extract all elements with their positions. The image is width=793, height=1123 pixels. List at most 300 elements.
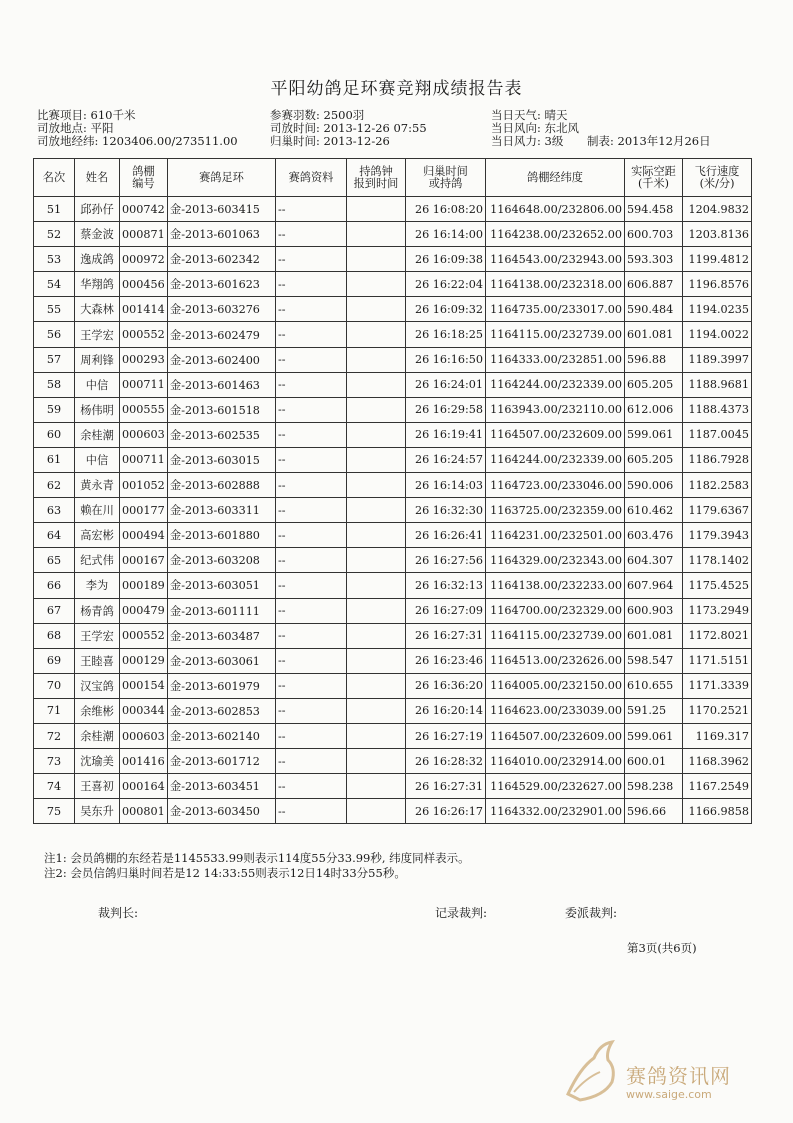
table-cell: 金-2013-602853	[168, 698, 276, 723]
table-cell: 1204.9832	[683, 197, 752, 222]
table-cell: 金-2013-601518	[168, 397, 276, 422]
table-cell: 王学宏	[75, 623, 120, 648]
table-cell: 000479	[120, 598, 168, 623]
table-cell	[347, 247, 406, 272]
table-cell: 000871	[120, 222, 168, 247]
table-cell: 601.081	[625, 623, 683, 648]
table-cell: 1164329.00/232343.00	[486, 548, 625, 573]
table-row	[34, 222, 752, 247]
release-coordinates: 司放地经纬: 1203406.00/273511.00	[37, 134, 238, 148]
table-cell: 金-2013-601979	[168, 673, 276, 698]
table-cell: 26 16:16:50	[406, 347, 486, 372]
table-cell	[347, 573, 406, 598]
table-cell: 1164700.00/232329.00	[486, 598, 625, 623]
table-cell: 000742	[120, 197, 168, 222]
table-cell: --	[276, 698, 347, 723]
table-cell: 67	[34, 598, 75, 623]
release-time: 司放时间: 2013-12-26 07:55	[270, 121, 427, 135]
table-cell: 金-2013-603487	[168, 623, 276, 648]
table-cell: 604.307	[625, 548, 683, 573]
table-cell: 1164244.00/232339.00	[486, 372, 625, 397]
table-cell: 26 16:27:31	[406, 623, 486, 648]
table-header-row	[34, 159, 752, 197]
table-row	[34, 598, 752, 623]
table-cell	[347, 799, 406, 824]
table-cell: 1164543.00/232943.00	[486, 247, 625, 272]
table-cell	[347, 648, 406, 673]
table-cell: --	[276, 197, 347, 222]
table-row	[34, 749, 752, 774]
table-cell: 1178.1402	[683, 548, 752, 573]
table-cell: --	[276, 422, 347, 447]
table-cell: 26 16:19:41	[406, 422, 486, 447]
table-cell: 吴东升	[75, 799, 120, 824]
table-cell	[347, 548, 406, 573]
table-cell	[347, 297, 406, 322]
table-cell: 1203.8136	[683, 222, 752, 247]
column-header: 鸽棚经纬度	[486, 159, 625, 197]
table-row	[34, 397, 752, 422]
table-cell: 600.903	[625, 598, 683, 623]
table-cell: 26 16:29:58	[406, 397, 486, 422]
table-cell: --	[276, 397, 347, 422]
table-cell: 603.476	[625, 523, 683, 548]
table-cell: 杨伟明	[75, 397, 120, 422]
table-row	[34, 297, 752, 322]
table-cell: 1164723.00/233046.00	[486, 473, 625, 498]
table-cell: 26 16:22:04	[406, 272, 486, 297]
table-cell: 72	[34, 723, 75, 748]
table-cell	[347, 272, 406, 297]
table-cell: --	[276, 598, 347, 623]
table-cell: 1168.3962	[683, 749, 752, 774]
table-cell: --	[276, 372, 347, 397]
table-cell: 纪式伟	[75, 548, 120, 573]
table-cell	[347, 197, 406, 222]
table-cell: 1186.7928	[683, 447, 752, 472]
table-cell: 000494	[120, 523, 168, 548]
table-cell: 1170.2521	[683, 698, 752, 723]
table-cell: 26 16:14:03	[406, 473, 486, 498]
table-cell: 54	[34, 272, 75, 297]
table-cell: 1163725.00/232359.00	[486, 498, 625, 523]
table-cell	[347, 422, 406, 447]
table-cell: 1164244.00/232339.00	[486, 447, 625, 472]
table-cell	[347, 347, 406, 372]
table-cell: 26 16:18:25	[406, 322, 486, 347]
table-cell: 601.081	[625, 322, 683, 347]
table-cell: 70	[34, 673, 75, 698]
table-cell: 金-2013-601463	[168, 372, 276, 397]
column-header: 持鸽钟 报到时间	[347, 159, 406, 197]
table-cell: 1175.4525	[683, 573, 752, 598]
table-cell: 1164648.00/232806.00	[486, 197, 625, 222]
entry-count: 参赛羽数: 2500羽	[270, 108, 365, 122]
table-cell: 58	[34, 372, 75, 397]
table-cell: 56	[34, 322, 75, 347]
table-cell: --	[276, 799, 347, 824]
table-cell: 612.006	[625, 397, 683, 422]
table-cell: 598.547	[625, 648, 683, 673]
table-cell: 000552	[120, 322, 168, 347]
table-cell: 610.462	[625, 498, 683, 523]
table-cell: 金-2013-601880	[168, 523, 276, 548]
table-cell	[347, 322, 406, 347]
table-cell: 1187.0045	[683, 422, 752, 447]
table-cell: 1164138.00/232233.00	[486, 573, 625, 598]
column-header: 飞行速度 (米/分)	[683, 159, 752, 197]
table-row	[34, 673, 752, 698]
table-cell: 71	[34, 698, 75, 723]
delegate-label: 委派裁判:	[565, 906, 618, 920]
table-cell: 52	[34, 222, 75, 247]
table-cell: 1173.2949	[683, 598, 752, 623]
table-cell: --	[276, 447, 347, 472]
table-row	[34, 197, 752, 222]
table-cell: 26 16:23:46	[406, 648, 486, 673]
table-cell: 596.66	[625, 799, 683, 824]
table-row	[34, 322, 752, 347]
page-number: 第3页(共6页)	[627, 941, 697, 955]
table-cell: 60	[34, 422, 75, 447]
table-cell: 605.205	[625, 372, 683, 397]
table-cell: 000555	[120, 397, 168, 422]
table-cell: 汉宝鸽	[75, 673, 120, 698]
table-cell: 591.25	[625, 698, 683, 723]
table-cell: 王睦喜	[75, 648, 120, 673]
table-cell: 55	[34, 297, 75, 322]
table-cell: 51	[34, 197, 75, 222]
table-cell: 1164005.00/232150.00	[486, 673, 625, 698]
table-cell: 金-2013-603051	[168, 573, 276, 598]
table-cell: --	[276, 623, 347, 648]
table-cell: 金-2013-602140	[168, 723, 276, 748]
table-cell: 1194.0235	[683, 297, 752, 322]
table-cell: 1164231.00/232501.00	[486, 523, 625, 548]
table-cell: 26 16:36:20	[406, 673, 486, 698]
table-cell: 57	[34, 347, 75, 372]
table-cell: 53	[34, 247, 75, 272]
table-cell	[347, 598, 406, 623]
table-cell	[347, 523, 406, 548]
table-cell: 金-2013-603415	[168, 197, 276, 222]
table-cell: 金-2013-601623	[168, 272, 276, 297]
watermark-brand: 赛鸽资讯网	[626, 1064, 731, 1088]
table-cell: 606.887	[625, 272, 683, 297]
table-cell: --	[276, 247, 347, 272]
table-cell: 中信	[75, 372, 120, 397]
column-header: 实际空距 (千米)	[625, 159, 683, 197]
table-cell: 26 16:27:31	[406, 774, 486, 799]
table-cell: 余桂潮	[75, 422, 120, 447]
table-cell: 000711	[120, 372, 168, 397]
note-1: 注1: 会员鸽棚的东经若是1145533.99则表示114度55分33.99秒, 纬度同样表示。	[44, 851, 470, 865]
table-cell: 1164735.00/233017.00	[486, 297, 625, 322]
column-header: 名次	[34, 159, 75, 197]
table-cell: 周利锋	[75, 347, 120, 372]
table-row	[34, 698, 752, 723]
table-cell: 1182.2583	[683, 473, 752, 498]
table-cell	[347, 623, 406, 648]
table-cell: 1172.8021	[683, 623, 752, 648]
table-cell: 蔡金波	[75, 222, 120, 247]
table-cell: 001414	[120, 297, 168, 322]
table-cell: 金-2013-603061	[168, 648, 276, 673]
pigeon-logo-icon	[560, 1038, 620, 1106]
table-cell: 26 16:26:17	[406, 799, 486, 824]
table-row	[34, 447, 752, 472]
table-cell: 1164623.00/233039.00	[486, 698, 625, 723]
table-cell: 26 16:20:14	[406, 698, 486, 723]
column-header: 鸽棚 编号	[120, 159, 168, 197]
results-table	[33, 158, 752, 824]
table-cell: 1194.0022	[683, 322, 752, 347]
table-cell: --	[276, 297, 347, 322]
table-cell: 金-2013-601111	[168, 598, 276, 623]
table-cell: 000177	[120, 498, 168, 523]
table-cell: 金-2013-601712	[168, 749, 276, 774]
table-cell: 74	[34, 774, 75, 799]
table-cell: 607.964	[625, 573, 683, 598]
table-cell	[347, 498, 406, 523]
table-cell: 金-2013-603311	[168, 498, 276, 523]
table-cell: 001416	[120, 749, 168, 774]
table-cell: 1164010.00/232914.00	[486, 749, 625, 774]
table-cell: 金-2013-602535	[168, 422, 276, 447]
table-cell: 余桂潮	[75, 723, 120, 748]
table-cell: 593.303	[625, 247, 683, 272]
table-cell: 605.205	[625, 447, 683, 472]
table-cell: 590.484	[625, 297, 683, 322]
table-row	[34, 623, 752, 648]
table-cell: 000972	[120, 247, 168, 272]
table-cell: 李为	[75, 573, 120, 598]
table-cell: --	[276, 272, 347, 297]
table-cell: 1163943.00/232110.00	[486, 397, 625, 422]
table-cell	[347, 372, 406, 397]
table-cell: 金-2013-602400	[168, 347, 276, 372]
table-cell	[347, 673, 406, 698]
table-cell: 1179.3943	[683, 523, 752, 548]
table-cell: 000801	[120, 799, 168, 824]
table-cell: 594.458	[625, 197, 683, 222]
table-cell: 金-2013-603276	[168, 297, 276, 322]
return-time: 归巢时间: 2013-12-26	[270, 134, 390, 148]
table-cell: 59	[34, 397, 75, 422]
table-cell: 61	[34, 447, 75, 472]
table-cell: 黄永青	[75, 473, 120, 498]
table-cell: 赖在川	[75, 498, 120, 523]
table-cell: --	[276, 498, 347, 523]
table-cell: 1169.317	[683, 723, 752, 748]
table-cell: --	[276, 322, 347, 347]
table-cell: --	[276, 648, 347, 673]
table-cell: 王喜初	[75, 774, 120, 799]
table-cell: 1164332.00/232901.00	[486, 799, 625, 824]
wind-direction: 当日风向: 东北风	[491, 121, 580, 135]
table-cell: 26 16:14:00	[406, 222, 486, 247]
wind-force: 当日风力: 3级 制表: 2013年12月26日	[491, 134, 711, 148]
table-cell: 1164507.00/232609.00	[486, 723, 625, 748]
table-cell: 1189.3997	[683, 347, 752, 372]
table-cell: 金-2013-603208	[168, 548, 276, 573]
table-cell: 600.703	[625, 222, 683, 247]
table-cell: 65	[34, 548, 75, 573]
table-cell: 000154	[120, 673, 168, 698]
table-cell: --	[276, 774, 347, 799]
table-cell	[347, 447, 406, 472]
table-row	[34, 272, 752, 297]
table-cell: 邱孙仔	[75, 197, 120, 222]
table-cell: 1199.4812	[683, 247, 752, 272]
table-row	[34, 548, 752, 573]
table-cell: 000293	[120, 347, 168, 372]
table-row	[34, 473, 752, 498]
table-row	[34, 723, 752, 748]
table-cell: 高宏彬	[75, 523, 120, 548]
table-cell: --	[276, 749, 347, 774]
table-cell: 沈瑜美	[75, 749, 120, 774]
table-cell	[347, 774, 406, 799]
table-cell: 26 16:28:32	[406, 749, 486, 774]
table-cell: 26 16:26:41	[406, 523, 486, 548]
table-cell: 000344	[120, 698, 168, 723]
release-location: 司放地点: 平阳	[37, 121, 114, 135]
report-title: 平阳幼鸽足环赛竞翔成绩报告表	[270, 79, 523, 99]
table-cell: 000552	[120, 623, 168, 648]
table-row	[34, 799, 752, 824]
table-cell: 610.655	[625, 673, 683, 698]
table-cell: 000711	[120, 447, 168, 472]
table-cell: 64	[34, 523, 75, 548]
table-cell: --	[276, 473, 347, 498]
table-cell: 68	[34, 623, 75, 648]
table-cell: 26 16:08:20	[406, 197, 486, 222]
table-cell: 1164513.00/232626.00	[486, 648, 625, 673]
table-cell: 26 16:24:57	[406, 447, 486, 472]
table-cell	[347, 473, 406, 498]
table-cell: 599.061	[625, 723, 683, 748]
table-cell: --	[276, 673, 347, 698]
table-cell: 26 16:27:56	[406, 548, 486, 573]
table-cell: 金-2013-603450	[168, 799, 276, 824]
table-cell: 1188.4373	[683, 397, 752, 422]
column-header: 归巢时间 或持鸽	[406, 159, 486, 197]
table-row	[34, 573, 752, 598]
notes	[44, 851, 470, 881]
column-header: 赛鸽足环	[168, 159, 276, 197]
table-cell: 26 16:27:09	[406, 598, 486, 623]
table-cell: 598.238	[625, 774, 683, 799]
table-cell: 余维彬	[75, 698, 120, 723]
table-row	[34, 648, 752, 673]
table-cell: 75	[34, 799, 75, 824]
table-cell: --	[276, 723, 347, 748]
table-cell: 599.061	[625, 422, 683, 447]
column-header: 赛鸽资料	[276, 159, 347, 197]
table-cell: 金-2013-602342	[168, 247, 276, 272]
table-cell: 26 16:09:32	[406, 297, 486, 322]
table-cell: 金-2013-602479	[168, 322, 276, 347]
table-cell: 62	[34, 473, 75, 498]
table-cell: 金-2013-602888	[168, 473, 276, 498]
table-cell: 63	[34, 498, 75, 523]
table-row	[34, 774, 752, 799]
race-item: 比赛项目: 610千米	[37, 108, 136, 122]
table-cell: 逸成鸽	[75, 247, 120, 272]
table-cell: 000189	[120, 573, 168, 598]
table-cell: 中信	[75, 447, 120, 472]
table-cell: 000129	[120, 648, 168, 673]
table-cell: 26 16:32:13	[406, 573, 486, 598]
table-cell: 1164115.00/232739.00	[486, 623, 625, 648]
table-cell: 1164529.00/232627.00	[486, 774, 625, 799]
table-cell: 杨青鸽	[75, 598, 120, 623]
table-cell: 1164238.00/232652.00	[486, 222, 625, 247]
table-cell: 000603	[120, 422, 168, 447]
table-cell: 1164333.00/232851.00	[486, 347, 625, 372]
info-col-2	[270, 109, 427, 148]
table-cell	[347, 397, 406, 422]
table-cell: 1164138.00/232318.00	[486, 272, 625, 297]
column-header: 姓名	[75, 159, 120, 197]
weather: 当日天气: 晴天	[491, 108, 568, 122]
table-cell: 001052	[120, 473, 168, 498]
table-cell: 1188.9681	[683, 372, 752, 397]
table-cell	[347, 222, 406, 247]
table-cell: --	[276, 347, 347, 372]
table-cell: 金-2013-603451	[168, 774, 276, 799]
table-row	[34, 347, 752, 372]
table-cell: 66	[34, 573, 75, 598]
table-cell: 600.01	[625, 749, 683, 774]
table-cell	[347, 749, 406, 774]
table-cell: 000164	[120, 774, 168, 799]
table-cell: 1166.9858	[683, 799, 752, 824]
watermark	[560, 1038, 760, 1108]
table-cell: 596.88	[625, 347, 683, 372]
watermark-url: www.saige.com	[626, 1088, 712, 1101]
table-cell: --	[276, 523, 347, 548]
table-cell: 大森林	[75, 297, 120, 322]
table-cell: 1196.8576	[683, 272, 752, 297]
table-cell: 1164115.00/232739.00	[486, 322, 625, 347]
table-cell: 华翔鸽	[75, 272, 120, 297]
table-row	[34, 498, 752, 523]
table-cell: 000603	[120, 723, 168, 748]
table-cell: 000167	[120, 548, 168, 573]
table-cell: 26 16:27:19	[406, 723, 486, 748]
table-row	[34, 247, 752, 272]
table-cell: --	[276, 222, 347, 247]
chief-judge-label: 裁判长:	[98, 906, 139, 920]
info-col-3	[491, 109, 711, 148]
table-cell: 1167.2549	[683, 774, 752, 799]
table-cell: 26 16:24:01	[406, 372, 486, 397]
table-cell: 26 16:09:38	[406, 247, 486, 272]
note-2: 注2: 会员信鸽归巢时间若是12 14:33:55则表示12日14时33分55秒。	[44, 866, 406, 880]
info-col-1	[37, 109, 238, 148]
table-cell: 金-2013-603015	[168, 447, 276, 472]
table-cell: 1171.5151	[683, 648, 752, 673]
table-row	[34, 523, 752, 548]
table-row	[34, 372, 752, 397]
table-cell: --	[276, 573, 347, 598]
table-cell: 26 16:32:30	[406, 498, 486, 523]
table-row	[34, 422, 752, 447]
table-cell: 590.006	[625, 473, 683, 498]
table-cell: 73	[34, 749, 75, 774]
